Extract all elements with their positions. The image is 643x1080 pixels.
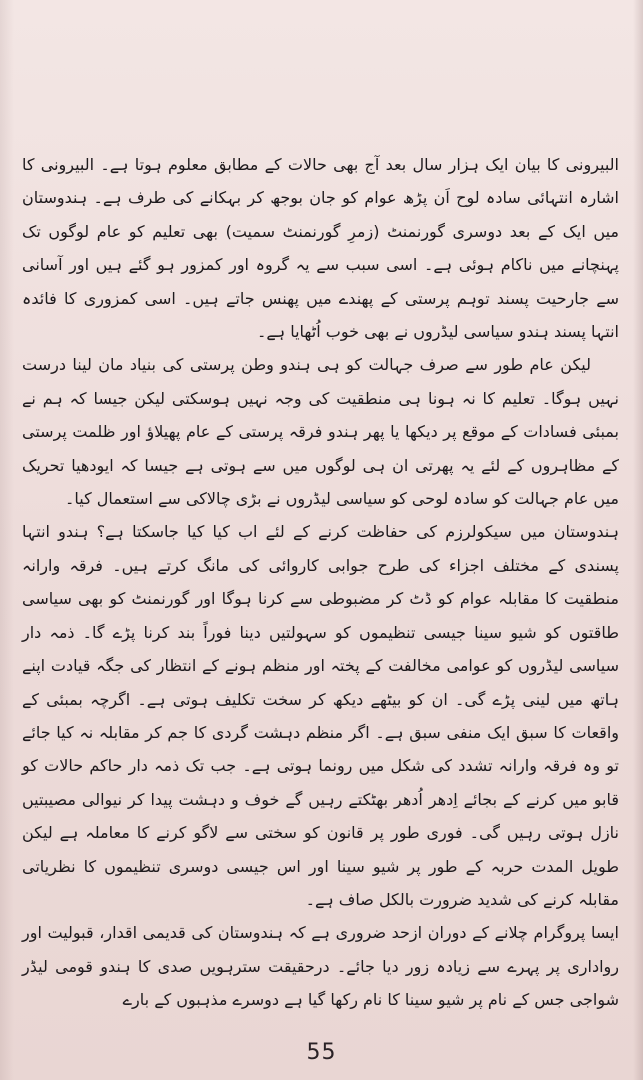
paragraph-2: لیکن عام طور سے صرف جہالت کو ہی ہندو وطن پرستی کی بنیاد مان لینا درست نہیں ہوگا۔ تعلیم کا نہ ہونا ہی منطقیت کی وجہ نہیں ہوسکتی لیکن جیسا کہ ہم نے بمبئی فسادات کے موقع پر دیکھا یا پھر ہندو فرقہ پرستی کے عام پھیلاؤ اور ظلمت پرستی کے مظاہروں کے لئے یہ پھرتی ان ہی لوگوں میں سے ہوتی ہے جیسا کہ ایودھیا تحریک میں عام جہالت کو سادہ لوحی کو سیاسی لیڈروں نے بڑی چالاکی سے استعمال کیا۔ (22, 355, 619, 509)
paragraph-1: البیرونی کا بیان ایک ہزار سال بعد آج بھی حالات کے مطابق معلوم ہوتا ہے۔ البیرونی کا اشارہ انتہائی سادہ لوح اَن پڑھ عوام کو جان بوجھ کر بہکانے کی طرف ہے۔ ہندوستان میں ایک کے بعد دوسری گورنمنٹ (زمرِ گورنمنٹ سمیت) بھی تعلیم کو عام لوگوں تک پہنچانے میں ناکام ہوئی ہے۔ اسی سبب سے یہ گروہ اور کمزور ہو گئے ہیں اور آسانی سے جارحیت پسند توہم پرستی کے پھندے میں پھنس جاتے ہیں۔ اسی کمزوری کا فائدہ انتہا پسند ہندو سیاسی لیڈروں نے بھی خوب اُٹھایا ہے۔ (22, 155, 619, 342)
paragraph-4: ایسا پروگرام چلانے کے دوران ازحد ضروری ہے کہ ہندوستان کی قدیمی اقدار، قبولیت اور رواداری پر پہرے سے زیادہ زور دیا جائے۔ درحقیقت سترہویں صدی کا ہندو قومی لیڈر شواجی جس کے نام پر شیو سینا کا نام رکھا گیا ہے دوسرے مذہبوں کے بارے (22, 923, 619, 1010)
paragraph-3: ہندوستان میں سیکولرزم کی حفاظت کرنے کے لئے اب کیا کیا جاسکتا ہے؟ ہندو انتہا پسندی کے مختلف اجزاء کی طرح جوابی کاروائی کی مانگ کرتے ہیں۔ فرقہ وارانہ منطقیت کا مقابلہ عوام کو ڈٹ کر مضبوطی سے کرنا ہوگا اور گورنمنٹ کو بھی سیاسی طاقتوں کو شیو سینا جیسی تنظیموں کو سہولتیں دینا فوراً بند کرنا پڑے گا۔ ذمہ دار سیاسی لیڈروں کو عوامی مخالفت کے پختہ اور منظم ہونے کے انتظار کی جگہ قیادت اپنے ہاتھ میں لینی پڑے گی۔ ان کو بیٹھے دیکھ کر سخت تکلیف ہوتی ہے۔ اگرچہ بمبئی کے واقعات کا سبق ایک منفی سبق ہے۔ اگر منظم دہشت گردی کا جم کر مقابلہ نہ کیا جائے تو وہ فرقہ وارانہ تشدد کی شکل میں رونما ہوتی ہے۔ جب تک ذمہ دار حاکم حالات کو قابو میں کرنے کے بجائے اِدھر اُدھر بھٹکتے رہیں گے خوف و دہشت پیدا کر نیوالی مصیبتیں نازل ہوتی رہیں گی۔ فوری طور پر قانون کو سختی سے لاگو کرنے کا معاملہ ہے لیکن طویل المدت حربہ کے طور پر شیو سینا اور اس جیسی دوسری تنظیموں کا نظریاتی مقابلہ کرنے کی شدید ضرورت بالکل صاف ہے۔ (22, 522, 619, 909)
page-number: 55 (306, 1040, 337, 1065)
page-body-text (22, 148, 619, 1017)
